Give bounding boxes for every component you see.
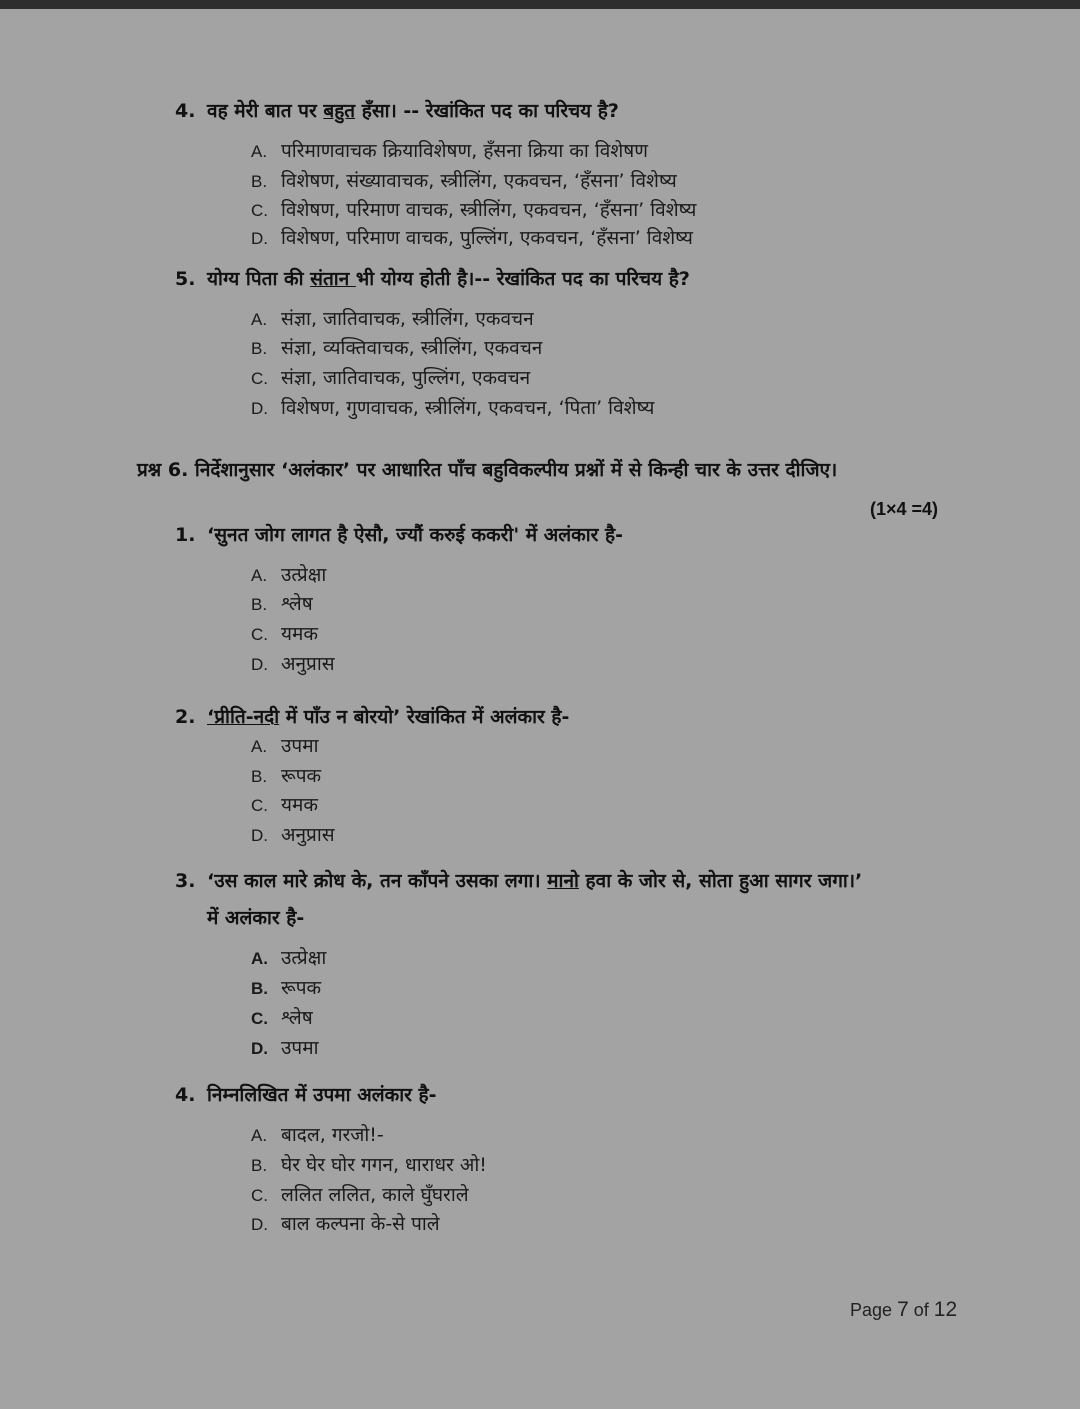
underlined-word: बहुत [323, 100, 356, 122]
option-a: A. बादल, गरजो!- [251, 1124, 384, 1146]
option-c: C. यमक [251, 794, 318, 816]
question-number: 4. [175, 100, 196, 122]
question-number: 1. [175, 524, 196, 546]
option-a: A. उत्प्रेक्षा [251, 564, 327, 586]
underlined-word: मानो [547, 870, 579, 892]
option-b: B. संज्ञा, व्यक्तिवाचक, स्त्रीलिंग, एकवचन [251, 337, 543, 359]
option-a: A. परिमाणवाचक क्रियाविशेषण, हँसना क्रिया का विशेषण [251, 140, 648, 162]
option-a: A. संज्ञा, जातिवाचक, स्त्रीलिंग, एकवचन [251, 308, 534, 330]
option-d: D. उपमा [251, 1037, 319, 1059]
underlined-word: संतान [310, 268, 356, 290]
option-a: A. उपमा [251, 735, 319, 757]
option-d: D. बाल कल्पना के-से पाले [251, 1213, 440, 1235]
question-number: 5. [175, 268, 196, 290]
option-b: B. श्लेष [251, 593, 313, 615]
question-text: निम्नलिखित में उपमा अलंकार है- [207, 1084, 437, 1106]
alankar-question-1 [175, 523, 623, 547]
question-5 [175, 267, 690, 291]
alankar-question-4 [175, 1083, 436, 1107]
question-text: ‘उस काल मारे क्रोध के, तन काँपने उसका लगा। मानो हवा के जोर से, सोता हुआ सागर जगा।’ [207, 870, 863, 892]
question-text: वह मेरी बात पर बहुत हँसा। -- रेखांकित पद का परिचय है? [207, 100, 619, 122]
underlined-word: ‘प्रीति-नदी [207, 706, 280, 728]
option-c: C. ललित ललित, काले घुँघराले [251, 1184, 469, 1206]
section-heading: प्रश्न 6. निर्देशानुसार ‘अलंकार’ पर आधारित पाँच बहुविकल्पीय प्रश्नों में से किन्ही चार के उत्तर दीजिए। [137, 459, 838, 481]
question-text: योग्य पिता की संतान भी योग्य होती है।-- रेखांकित पद का परिचय है? [207, 268, 690, 290]
option-d: D. अनुप्रास [251, 653, 335, 675]
option-b: B. विशेषण, संख्यावाचक, स्त्रीलिंग, एकवचन, ‘हँसना’ विशेष्य [251, 170, 677, 192]
top-border [0, 0, 1080, 9]
question-number: 3. [175, 870, 196, 892]
question-number: 4. [175, 1084, 196, 1106]
marks-label: (1×4 =4) [870, 499, 939, 519]
question-text: ‘प्रीति-नदी में पाँउ न बोरयो’ रेखांकित में अलंकार है- [207, 706, 570, 728]
option-c: C. यमक [251, 623, 318, 645]
question-text: ‘सुनत जोग लागत है ऐसौ, ज्यौं करुई ककरी' में अलंकार है- [207, 524, 624, 546]
option-d: D. विशेषण, परिमाण वाचक, पुल्लिंग, एकवचन, ‘हँसना’ विशेष्य [251, 227, 693, 249]
alankar-question-3 [175, 869, 862, 893]
option-a: A. उत्प्रेक्षा [251, 947, 327, 969]
question-number: 2. [175, 706, 196, 728]
option-b: B. घेर घेर घोर गगन, धाराधर ओ! [251, 1154, 487, 1176]
option-c: C. श्लेष [251, 1007, 313, 1029]
option-b: B. रूपक [251, 765, 322, 787]
question-text-continued: में अलंकार है- [207, 907, 305, 929]
alankar-question-2 [175, 705, 569, 729]
option-d: D. विशेषण, गुणवाचक, स्त्रीलिंग, एकवचन, ‘पिता’ विशेष्य [251, 397, 655, 419]
option-c: C. विशेषण, परिमाण वाचक, स्त्रीलिंग, एकवचन, ‘हँसना’ विशेष्य [251, 199, 697, 221]
option-d: D. अनुप्रास [251, 824, 335, 846]
option-c: C. संज्ञा, जातिवाचक, पुल्लिंग, एकवचन [251, 367, 531, 389]
option-b: B. रूपक [251, 977, 322, 999]
question-4 [175, 99, 619, 123]
page-number: Page 7 of 12 [850, 1298, 958, 1321]
